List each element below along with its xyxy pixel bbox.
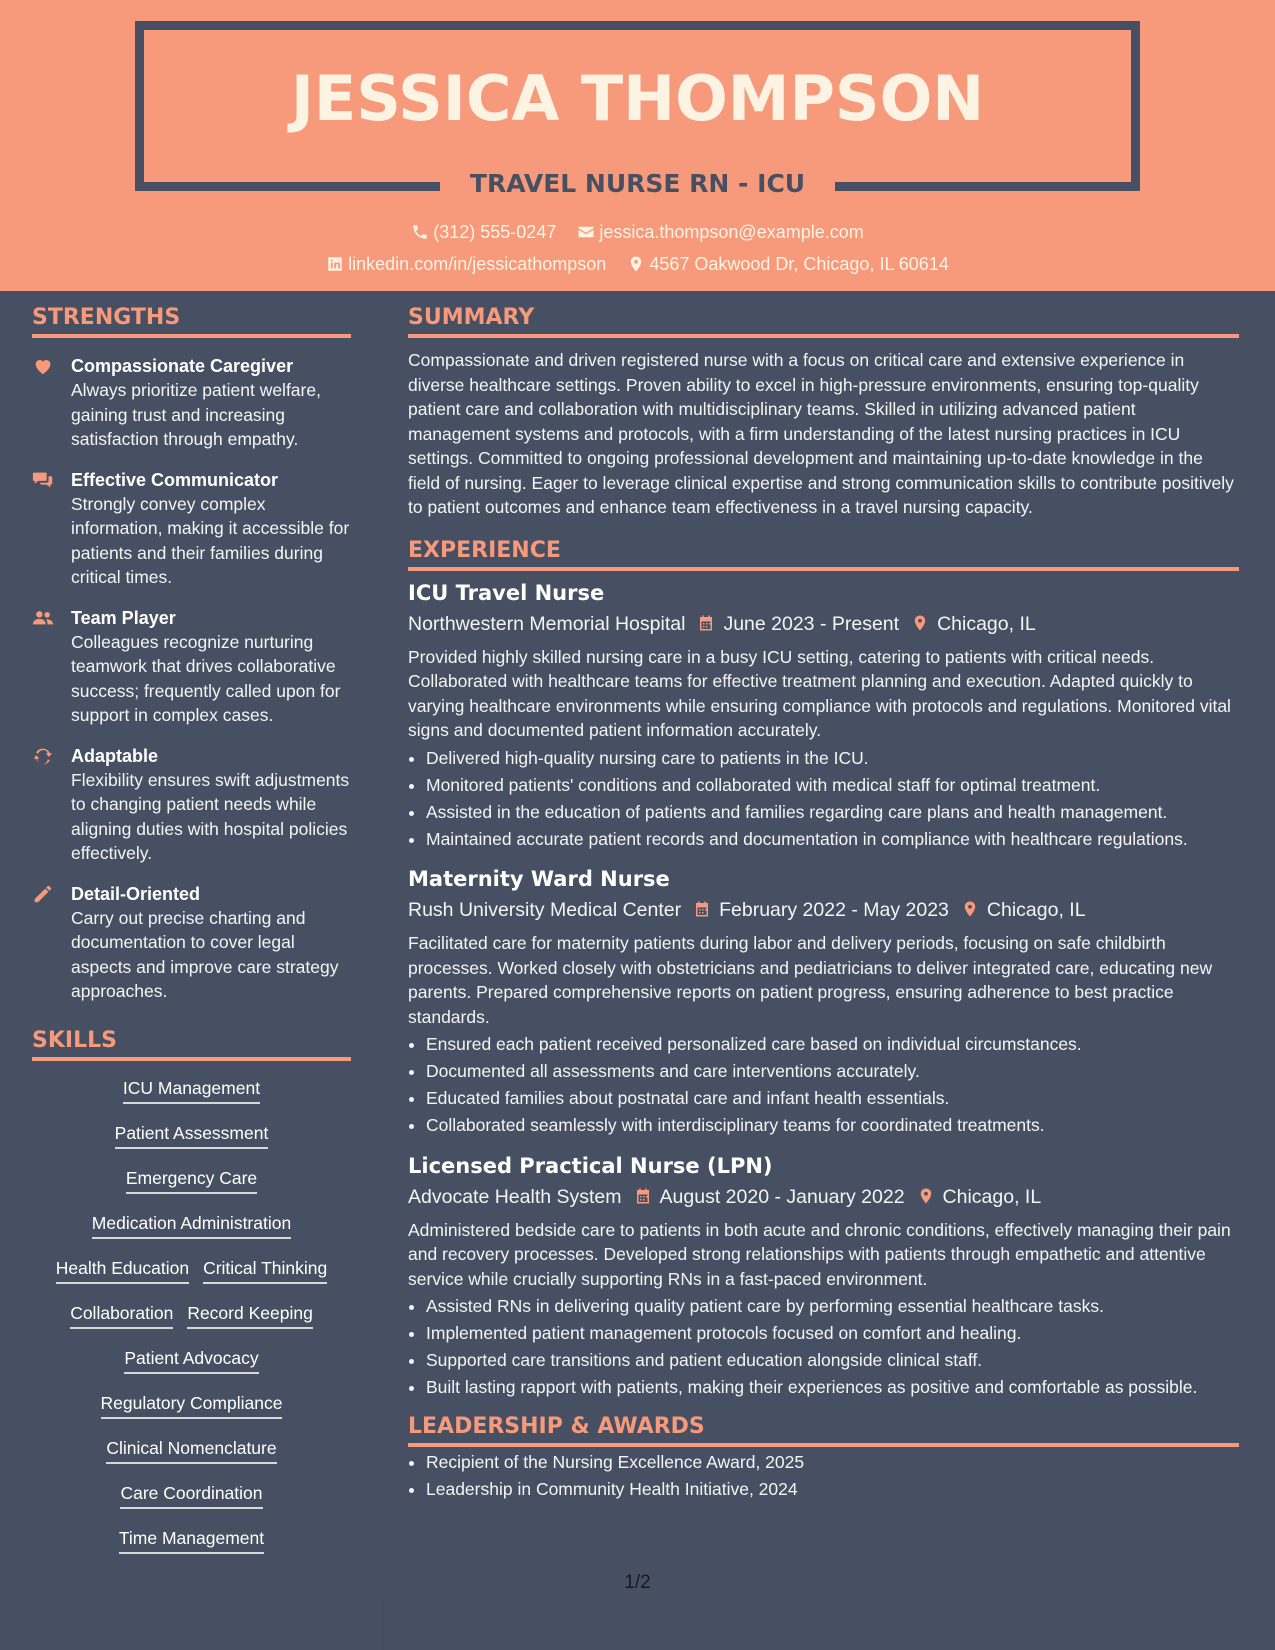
page-number: 1/2 — [624, 1572, 651, 1593]
skill-tag: Care Coordination — [120, 1482, 262, 1509]
list-item: • Supported care transitions and patient education alongside clinical staff. — [426, 1348, 1239, 1373]
job-bullets — [408, 1032, 1239, 1138]
resume-header — [0, 0, 1275, 291]
list-item: • Leadership in Community Health Initiative, 2024 — [426, 1477, 1239, 1502]
list-item: • Assisted RNs in delivering quality patient care by performing essential healthcare tasks. — [426, 1294, 1239, 1319]
phone-text: (312) 555-0247 — [433, 221, 557, 242]
summary-text: Compassionate and driven registered nurse with a focus on critical care and extensive experience in diverse healthcare settings. Proven ability to excel in high-pressure environments, ensuring top-quality patient care and collaboration with multidisciplinary teams. Skilled in utilizing advanced patient management systems and protocols, with a firm understanding of the latest nursing practices in ICU settings. Committed to ongoing professional development and maintaining up-to-date knowledge in the field of nursing. Eager to leverage clinical expertise and strong communication skills to contribute positively to patient outcomes and enhance team effectiveness in a travel nursing capacity. — [408, 350, 1234, 517]
heart-icon — [32, 355, 54, 377]
employer: Northwestern Memorial Hospital — [408, 612, 686, 635]
skills-title: SKILLS — [32, 1028, 351, 1061]
job-entry — [408, 865, 1239, 1138]
skill-tag: Patient Advocacy — [124, 1347, 258, 1374]
job-location: Chicago, IL — [937, 612, 1036, 635]
linkedin-text: linkedin.com/in/jessicathompson — [348, 253, 607, 274]
job-dates: June 2023 - Present — [723, 612, 900, 635]
list-item: • Implemented patient management protocols focused on comfort and healing. — [426, 1321, 1239, 1346]
job-title-wrap — [440, 164, 835, 204]
skill-tag: Health Education — [56, 1257, 189, 1284]
users-icon — [32, 607, 54, 629]
job-desc: Facilitated care for maternity patients during labor and delivery periods, focusing on safe childbirth processes. Worked closely with obstetricians and pediatricians to deliver integrated care, educating new parents. Prepared comprehensive reports on patient progress, ensuring adherence to best practice standards. — [408, 933, 1213, 1027]
linkedin-contact[interactable] — [326, 254, 606, 275]
phone-icon — [411, 223, 429, 241]
job-entry-title: Maternity Ward Nurse — [408, 867, 670, 891]
strength-item — [32, 354, 351, 452]
list-item: • Educated families about postnatal care and infant health essentials. — [426, 1086, 1239, 1111]
job-meta — [408, 895, 1239, 925]
list-item: • Maintained accurate patient records and documentation in compliance with healthcare regulations. — [426, 827, 1239, 852]
job-location: Chicago, IL — [986, 899, 1086, 921]
strength-item — [32, 606, 351, 728]
map-marker-icon — [911, 613, 929, 635]
employer: Rush University Medical Center — [408, 899, 682, 921]
strength-desc: Always prioritize patient welfare, gaining trust and increasing satisfaction through empathy. — [71, 380, 321, 449]
skill-tag: Regulatory Compliance — [101, 1392, 283, 1419]
skills-list — [32, 1077, 351, 1572]
contact-row-2 — [0, 253, 1275, 275]
list-item: • Documented all assessments and care interventions accurately. — [426, 1059, 1239, 1084]
job-location: Chicago, IL — [942, 1185, 1042, 1208]
skill-tag: Emergency Care — [126, 1167, 257, 1194]
map-marker-icon — [627, 255, 645, 273]
contact-row-1 — [0, 221, 1275, 243]
address-text: 4567 Oakwood Dr, Chicago, IL 60614 — [649, 253, 949, 274]
job-meta — [408, 1182, 1239, 1212]
list-item: • Delivered high-quality nursing care to patients in the ICU. — [426, 746, 1239, 771]
map-marker-icon — [917, 1186, 935, 1208]
address-contact — [627, 254, 949, 275]
job-desc: Administered bedside care to patients in both acute and chronic conditions, effectively managing their pain and recovery processes. Developed strong relationships with patients through empathetic and attentive service while crucially supporting RNs in a fast-paced environment. — [408, 1219, 1231, 1289]
linkedin-icon — [326, 255, 344, 273]
strength-desc: Colleagues recognize nurturing teamwork that drives collaborative success; frequently called upon for support in complex cases. — [71, 631, 341, 725]
job-entry-title: Licensed Practical Nurse (LPN) — [408, 1153, 773, 1178]
strength-title: Detail-Oriented — [71, 883, 201, 904]
email-text: jessica.thompson@example.com — [599, 221, 864, 242]
employer: Advocate Health System — [408, 1185, 622, 1208]
skill-tag: Patient Assessment — [115, 1122, 269, 1149]
strength-desc: Flexibility ensures swift adjustments to changing patient needs while aligning duties with hospital policies effectively. — [71, 769, 350, 863]
calendar-icon — [634, 1186, 652, 1208]
job-entry — [408, 579, 1239, 852]
job-desc: Provided highly skilled nursing care in a busy ICU setting, catering to patients with critical needs. Collaborated with healthcare teams for effective treatment planning and execution. Adapted quickly to varying healthcare environments while ensuring compliance with protocols and regulations. Monitored vital signs and documented patient information accurately. — [408, 646, 1231, 740]
strength-item — [32, 744, 351, 866]
job-entry — [408, 1152, 1239, 1400]
pencil-icon — [32, 883, 54, 905]
envelope-icon — [577, 223, 595, 241]
left-column — [32, 305, 351, 1572]
refresh-icon — [32, 745, 54, 767]
strength-desc: Carry out precise charting and documentation to cover legal aspects and improve care strategy approaches. — [71, 907, 339, 1001]
awards-list — [408, 1450, 1239, 1502]
job-entry-title: ICU Travel Nurse — [408, 580, 605, 605]
skill-tag: Collaboration — [70, 1302, 173, 1329]
skill-tag: Time Management — [119, 1527, 264, 1554]
email-contact[interactable] — [577, 222, 863, 243]
skill-tag: Medication Administration — [92, 1212, 291, 1239]
skill-tag: ICU Management — [123, 1077, 260, 1104]
skill-tag: Record Keeping — [187, 1302, 313, 1329]
list-item: • Recipient of the Nursing Excellence Award, 2025 — [426, 1450, 1239, 1475]
skill-tag: Clinical Nomenclature — [106, 1437, 276, 1464]
candidate-name: JESSICA THOMPSON — [290, 62, 985, 135]
job-title: TRAVEL NURSE RN - ICU — [469, 169, 806, 198]
experience-title: EXPERIENCE — [408, 538, 1239, 571]
strength-item — [32, 468, 351, 590]
job-bullets — [408, 746, 1239, 852]
column-divider — [382, 1600, 383, 1650]
list-item: • Ensured each patient received personalized care based on individual circumstances. — [426, 1032, 1239, 1057]
right-column — [408, 305, 1239, 1501]
strength-item — [32, 882, 351, 1004]
job-meta — [408, 609, 1239, 639]
map-marker-icon — [961, 899, 979, 921]
strength-title: Team Player — [71, 607, 176, 628]
summary-title: SUMMARY — [408, 305, 1239, 338]
awards-title: LEADERSHIP & AWARDS — [408, 1414, 1239, 1447]
list-item: • Collaborated seamlessly with interdisciplinary teams for coordinated treatments. — [426, 1113, 1239, 1138]
strength-desc: Strongly convey complex information, making it accessible for patients and their families during critical times. — [71, 493, 350, 587]
strength-title: Effective Communicator — [71, 469, 279, 490]
strengths-title: STRENGTHS — [32, 305, 351, 338]
comments-icon — [32, 469, 54, 491]
skill-tag: Critical Thinking — [203, 1257, 327, 1284]
list-item: • Monitored patients' conditions and collaborated with medical staff for optimal treatment. — [426, 773, 1239, 798]
strength-title: Adaptable — [71, 745, 159, 766]
job-bullets — [408, 1294, 1239, 1400]
calendar-icon — [693, 899, 711, 921]
strength-title: Compassionate Caregiver — [71, 356, 294, 376]
list-item: • Built lasting rapport with patients, making their experiences as positive and comfortable as possible. — [426, 1375, 1239, 1400]
list-item: • Assisted in the education of patients and families regarding care plans and health management. — [426, 800, 1239, 825]
calendar-icon — [697, 613, 715, 635]
phone-contact[interactable] — [411, 222, 556, 243]
job-dates: August 2020 - January 2022 — [659, 1185, 905, 1208]
job-dates: February 2022 - May 2023 — [719, 899, 949, 921]
